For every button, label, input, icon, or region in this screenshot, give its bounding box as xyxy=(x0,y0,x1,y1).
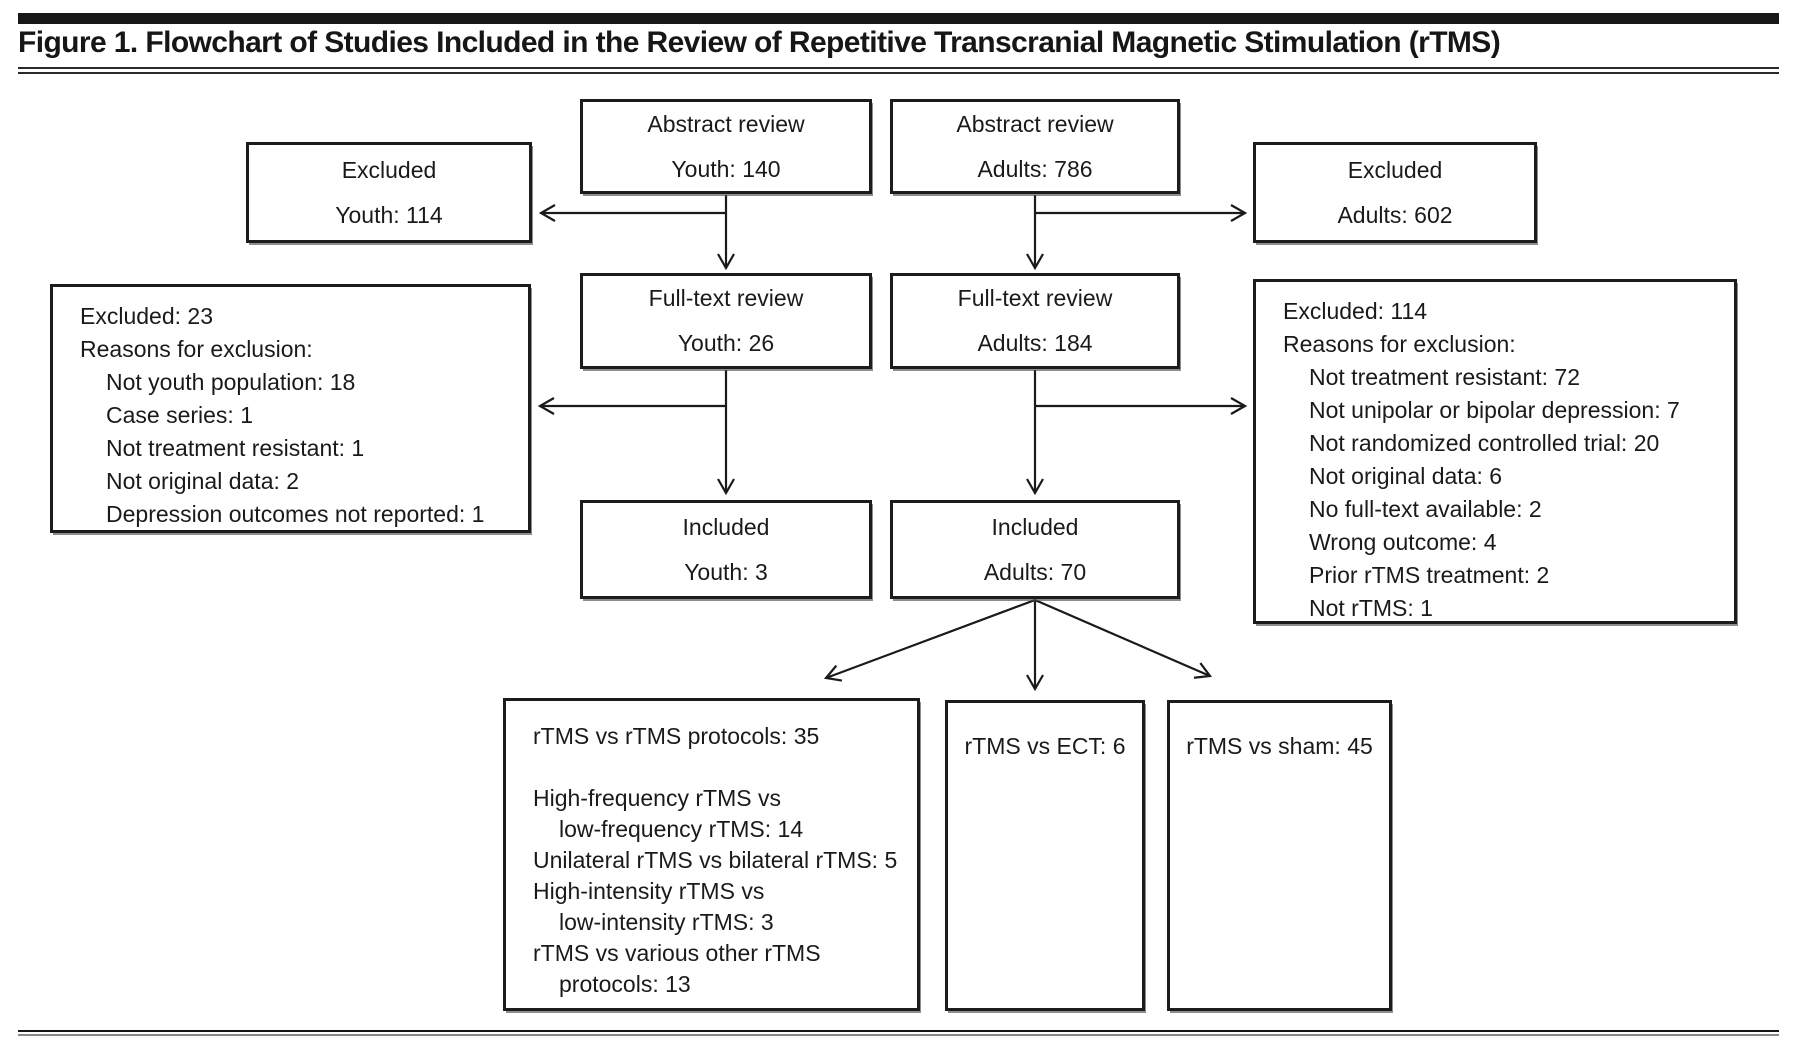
box-excluded-adults xyxy=(1253,142,1537,243)
box-line: rTMS vs rTMS protocols: 35 xyxy=(533,723,820,749)
box-line: Not treatment resistant: 1 xyxy=(106,435,365,461)
box-exclusion-reasons-adults xyxy=(1253,279,1737,624)
box-fulltext-review-adults xyxy=(890,273,1180,369)
box-line: Included xyxy=(991,513,1079,540)
box-fulltext-review-youth xyxy=(580,273,872,369)
box-rtms-vs-rtms-protocols xyxy=(503,698,920,1011)
box-line: High-frequency rTMS vs xyxy=(533,785,781,811)
box-line: Excluded: 23 xyxy=(80,303,213,329)
box-line: Excluded: 114 xyxy=(1283,298,1428,324)
box-excluded-youth xyxy=(246,142,532,243)
box-line: Youth: 140 xyxy=(671,155,781,182)
box-line: High-intensity rTMS vs xyxy=(533,878,765,904)
box-line: Wrong outcome: 4 xyxy=(1309,529,1497,555)
box-line: Prior rTMS treatment: 2 xyxy=(1309,562,1550,588)
box-line: Youth: 3 xyxy=(684,558,768,585)
box-included-youth xyxy=(580,500,872,599)
figure-title: Figure 1. Flowchart of Studies Included in the Review of Repetitive Transcranial Magnetic Stimulation (rTMS) xyxy=(18,26,1501,59)
box-line: Not randomized controlled trial: 20 xyxy=(1309,430,1660,456)
box-line: Abstract review xyxy=(956,110,1114,137)
box-rtms-vs-sham xyxy=(1167,700,1392,1011)
box-line: Reasons for exclusion: xyxy=(1283,331,1516,357)
box-line: Not original data: 6 xyxy=(1309,463,1503,489)
box-line: Unilateral rTMS vs bilateral rTMS: 5 xyxy=(533,847,898,873)
box-line: Reasons for exclusion: xyxy=(80,336,313,362)
box-exclusion-reasons-youth xyxy=(50,284,531,533)
box-line: No full-text available: 2 xyxy=(1309,496,1542,522)
box-line: rTMS vs ECT: 6 xyxy=(964,733,1126,759)
box-line: Not youth population: 18 xyxy=(106,369,356,395)
box-abstract-review-adults xyxy=(890,99,1180,194)
box-line: rTMS vs sham: 45 xyxy=(1186,733,1373,759)
box-line: Adults: 184 xyxy=(977,330,1093,356)
box-line: Excluded xyxy=(1347,156,1443,183)
box-abstract-review-youth xyxy=(580,99,872,194)
box-line: Full-text review xyxy=(648,285,804,311)
box-line: Full-text review xyxy=(957,285,1113,311)
box-line: low-frequency rTMS: 14 xyxy=(559,816,804,842)
box-line: Abstract review xyxy=(647,110,805,137)
box-line: Youth: 26 xyxy=(677,330,775,356)
box-line: Not original data: 2 xyxy=(106,468,300,494)
box-rtms-vs-ect xyxy=(945,700,1145,1011)
box-included-adults xyxy=(890,500,1180,599)
box-line: Excluded xyxy=(341,156,437,183)
box-line: Case series: 1 xyxy=(106,402,254,428)
bottom-divider xyxy=(18,1030,1779,1036)
box-line: Not rTMS: 1 xyxy=(1309,595,1433,621)
box-line: Youth: 114 xyxy=(335,201,443,228)
box-line: Not unipolar or bipolar depression: 7 xyxy=(1309,397,1680,423)
box-line: Adults: 786 xyxy=(977,155,1093,182)
box-line: protocols: 13 xyxy=(559,971,691,997)
box-line: Adults: 602 xyxy=(1337,201,1453,228)
box-line: Not treatment resistant: 72 xyxy=(1309,364,1581,390)
box-line: Adults: 70 xyxy=(983,558,1087,585)
box-line: Included xyxy=(682,513,770,540)
box-line: Depression outcomes not reported: 1 xyxy=(106,501,485,527)
box-line: low-intensity rTMS: 3 xyxy=(559,909,774,935)
box-line: rTMS vs various other rTMS xyxy=(533,940,821,966)
